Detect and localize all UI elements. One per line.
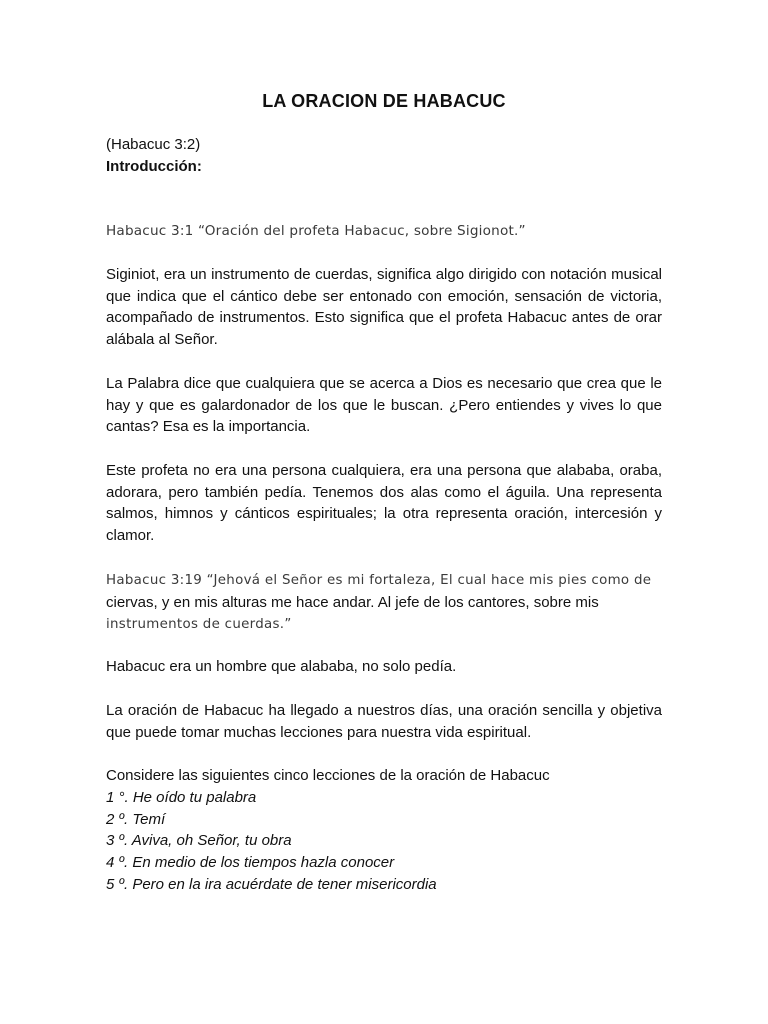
introduction-heading: Introducción:	[106, 158, 202, 175]
paragraph-la-palabra: La Palabra dice que cualquiera que se acerca a Dios es necesario que crea que le hay y que es galardonador de los que le buscan. ¿Pero entiendes y vives lo que cantas? Esa es la importancia.	[106, 375, 662, 436]
paragraph-siginiot: Siginiot, era un instrumento de cuerdas, significa algo dirigido con notación musical que indica que el cántico debe ser entonado con emoción, sensación de victoria, acompañado de instrumentos. Esto significa que el profeta Habacuc antes de orar alábala al Señor.	[106, 266, 662, 349]
list-item: 2 º. Temí	[106, 810, 166, 828]
verse-habacuc-3-19	[106, 569, 662, 636]
lessons-intro: Considere las siguientes cinco lecciones de la oración de Habacuc	[106, 767, 550, 784]
verse-3-19-line-3: instrumentos de cuerdas.”	[106, 617, 292, 633]
scripture-reference: (Habacuc 3:2)	[106, 136, 201, 153]
page-title: LA ORACION DE HABACUC	[262, 91, 506, 111]
paragraph-este-profeta: Este profeta no era una persona cualquiera, era una persona que alababa, oraba, adorara, pero también pedía. Tenemos dos alas como el águila. Una representa salmos, himnos y cánticos espirituales; la otra representa oración, intercesión y clamor.	[106, 462, 662, 545]
paragraph-oracion-de-habacuc: La oración de Habacuc ha llegado a nuestros días, una oración sencilla y objetiva que puede tomar muchas lecciones para nuestra vida espiritual.	[106, 702, 662, 741]
verse-3-19-line-1: Habacuc 3:19 “Jehová el Señor es mi fortaleza, El cual hace mis pies como de	[106, 573, 652, 588]
verse-3-19-line-2: ciervas, y en mis alturas me hace andar. Al jefe de los cantores, sobre mis	[106, 593, 599, 611]
lessons-list	[106, 787, 437, 896]
verse-habacuc-3-1: Habacuc 3:1 “Oración del profeta Habacuc, sobre Sigionot.”	[106, 223, 526, 239]
list-item: 4 º. En medio de los tiempos hazla conocer	[106, 854, 395, 872]
list-item: 3 º. Aviva, oh Señor, tu obra	[106, 832, 292, 850]
list-item: 1 °. He oído tu palabra	[106, 789, 257, 806]
paragraph-hombre-que-alababa: Habacuc era un hombre que alababa, no solo pedía.	[106, 658, 457, 675]
list-item: 5 º. Pero en la ira acuérdate de tener misericordia	[106, 875, 437, 893]
